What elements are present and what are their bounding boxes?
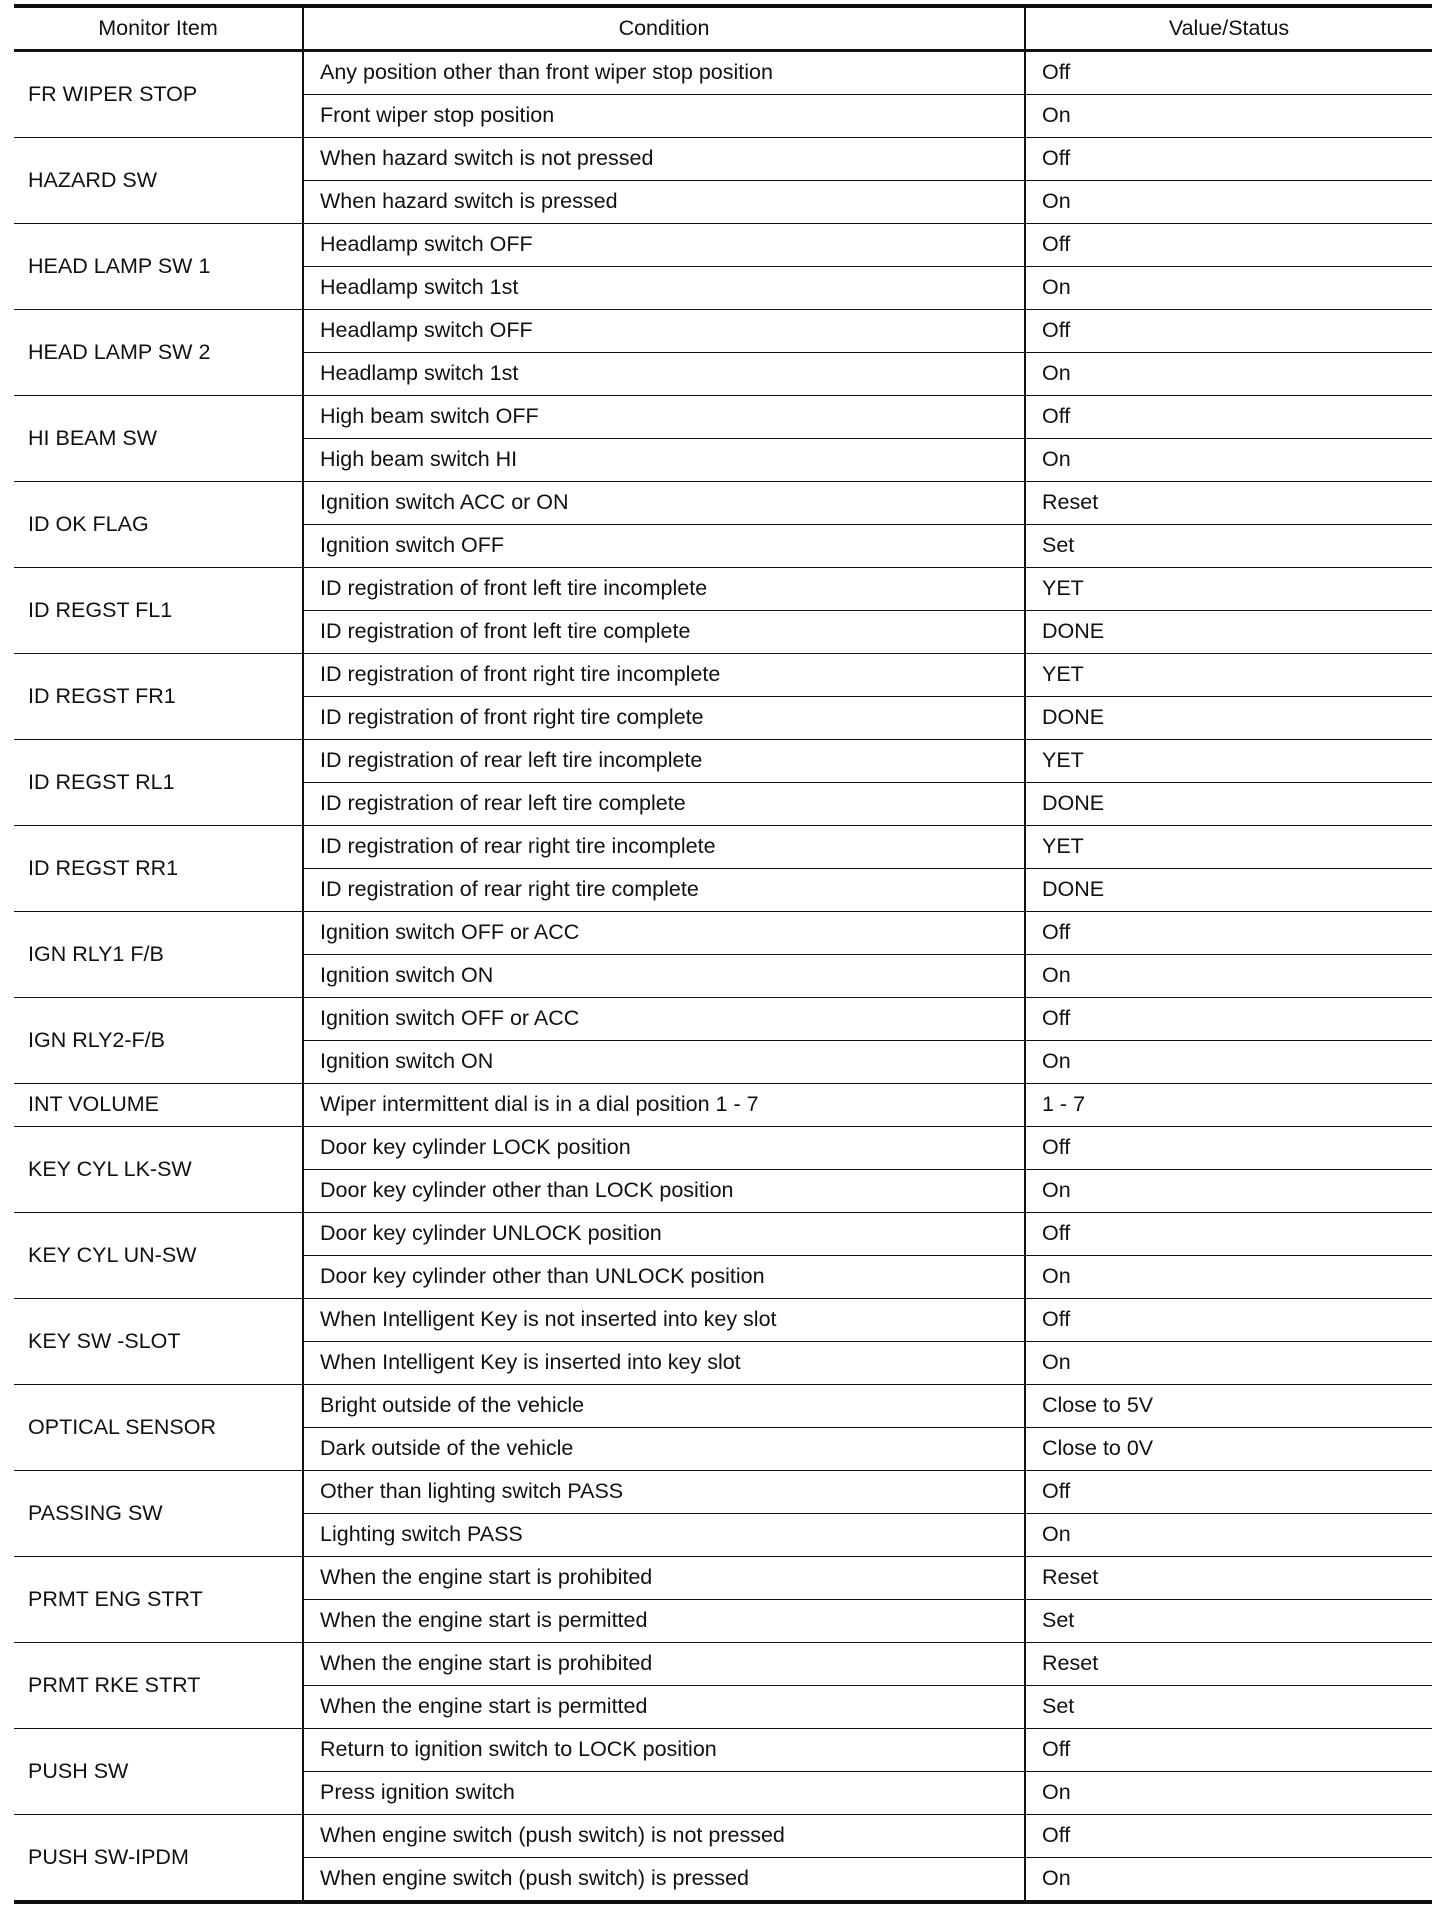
value-status-cell: Off xyxy=(1025,1213,1432,1256)
value-status-cell: Set xyxy=(1025,1600,1432,1643)
monitor-item-name: KEY SW -SLOT xyxy=(14,1299,303,1385)
value-status-cell: On xyxy=(1025,1170,1432,1213)
value-status-cell: Reset xyxy=(1025,482,1432,525)
monitor-item-name: PRMT ENG STRT xyxy=(14,1557,303,1643)
table-row xyxy=(14,138,1432,181)
value-status-cell: Off xyxy=(1025,1815,1432,1858)
value-status-cell: Reset xyxy=(1025,1643,1432,1686)
value-status-cell: Set xyxy=(1025,525,1432,568)
condition-cell: High beam switch HI xyxy=(303,439,1025,482)
value-status-cell: On xyxy=(1025,1772,1432,1815)
monitor-item-name: ID OK FLAG xyxy=(14,482,303,568)
monitor-item-name: INT VOLUME xyxy=(14,1084,303,1127)
condition-cell: Press ignition switch xyxy=(303,1772,1025,1815)
condition-cell: Lighting switch PASS xyxy=(303,1514,1025,1557)
condition-cell: ID registration of rear right tire incomplete xyxy=(303,826,1025,869)
table-row xyxy=(14,654,1432,697)
condition-cell: ID registration of front left tire complete xyxy=(303,611,1025,654)
condition-cell: Bright outside of the vehicle xyxy=(303,1385,1025,1428)
value-status-cell: On xyxy=(1025,267,1432,310)
value-status-cell: YET xyxy=(1025,826,1432,869)
table-body xyxy=(14,51,1432,1903)
condition-cell: ID registration of rear left tire incomplete xyxy=(303,740,1025,783)
monitor-item-name: ID REGST RL1 xyxy=(14,740,303,826)
value-status-cell: Off xyxy=(1025,396,1432,439)
condition-cell: When hazard switch is not pressed xyxy=(303,138,1025,181)
condition-cell: Ignition switch ACC or ON xyxy=(303,482,1025,525)
value-status-cell: On xyxy=(1025,1342,1432,1385)
value-status-cell: YET xyxy=(1025,654,1432,697)
condition-cell: Any position other than front wiper stop position xyxy=(303,51,1025,95)
value-status-cell: DONE xyxy=(1025,783,1432,826)
value-status-cell: Off xyxy=(1025,998,1432,1041)
header-monitor-item: Monitor Item xyxy=(14,6,303,51)
condition-cell: Front wiper stop position xyxy=(303,95,1025,138)
table-row xyxy=(14,1815,1432,1858)
condition-cell: Ignition switch ON xyxy=(303,1041,1025,1084)
monitor-item-name: ID REGST FL1 xyxy=(14,568,303,654)
value-status-cell: On xyxy=(1025,1256,1432,1299)
header-condition: Condition xyxy=(303,6,1025,51)
condition-cell: Return to ignition switch to LOCK position xyxy=(303,1729,1025,1772)
monitor-item-name: HAZARD SW xyxy=(14,138,303,224)
condition-cell: ID registration of front right tire incomplete xyxy=(303,654,1025,697)
monitor-item-name: PRMT RKE STRT xyxy=(14,1643,303,1729)
condition-cell: Door key cylinder UNLOCK position xyxy=(303,1213,1025,1256)
table-row xyxy=(14,396,1432,439)
table-row xyxy=(14,1557,1432,1600)
condition-cell: Door key cylinder LOCK position xyxy=(303,1127,1025,1170)
value-status-cell: On xyxy=(1025,439,1432,482)
value-status-cell: On xyxy=(1025,955,1432,998)
table-row xyxy=(14,1084,1432,1127)
monitor-item-name: KEY CYL UN-SW xyxy=(14,1213,303,1299)
table-row xyxy=(14,1213,1432,1256)
table-row xyxy=(14,1127,1432,1170)
value-status-cell: On xyxy=(1025,95,1432,138)
value-status-cell: Off xyxy=(1025,224,1432,267)
condition-cell: When the engine start is permitted xyxy=(303,1600,1025,1643)
condition-cell: When engine switch (push switch) is not pressed xyxy=(303,1815,1025,1858)
value-status-cell: Close to 0V xyxy=(1025,1428,1432,1471)
table-row xyxy=(14,310,1432,353)
condition-cell: When the engine start is prohibited xyxy=(303,1557,1025,1600)
value-status-cell: YET xyxy=(1025,568,1432,611)
monitor-item-name: PUSH SW-IPDM xyxy=(14,1815,303,1903)
monitor-item-table xyxy=(14,4,1432,1904)
table-row xyxy=(14,1643,1432,1686)
table-row xyxy=(14,826,1432,869)
value-status-cell: DONE xyxy=(1025,697,1432,740)
condition-cell: Dark outside of the vehicle xyxy=(303,1428,1025,1471)
condition-cell: Ignition switch OFF or ACC xyxy=(303,912,1025,955)
table-row xyxy=(14,1729,1432,1772)
monitor-item-name: KEY CYL LK-SW xyxy=(14,1127,303,1213)
value-status-cell: DONE xyxy=(1025,869,1432,912)
table-header-row xyxy=(14,6,1432,51)
condition-cell: Door key cylinder other than LOCK position xyxy=(303,1170,1025,1213)
monitor-item-name: OPTICAL SENSOR xyxy=(14,1385,303,1471)
condition-cell: Headlamp switch OFF xyxy=(303,310,1025,353)
monitor-item-name: IGN RLY2-F/B xyxy=(14,998,303,1084)
table-row xyxy=(14,1385,1432,1428)
condition-cell: ID registration of rear left tire complete xyxy=(303,783,1025,826)
condition-cell: ID registration of front left tire incomplete xyxy=(303,568,1025,611)
table-row xyxy=(14,51,1432,95)
table-row xyxy=(14,1299,1432,1342)
condition-cell: Headlamp switch 1st xyxy=(303,267,1025,310)
value-status-cell: On xyxy=(1025,1514,1432,1557)
header-value-status: Value/Status xyxy=(1025,6,1432,51)
table-row xyxy=(14,482,1432,525)
monitor-item-name: FR WIPER STOP xyxy=(28,81,198,106)
condition-cell: Ignition switch OFF or ACC xyxy=(303,998,1025,1041)
value-status-cell: Set xyxy=(1025,1686,1432,1729)
condition-cell: Headlamp switch 1st xyxy=(303,353,1025,396)
condition-cell: ID registration of front right tire complete xyxy=(303,697,1025,740)
condition-cell: When engine switch (push switch) is pressed xyxy=(303,1858,1025,1903)
condition-cell: ID registration of rear right tire complete xyxy=(303,869,1025,912)
monitor-item-name: IGN RLY1 F/B xyxy=(14,912,303,998)
value-status-cell: Off xyxy=(1025,1729,1432,1772)
value-status-cell: Close to 5V xyxy=(1025,1385,1432,1428)
monitor-item-name: HEAD LAMP SW 1 xyxy=(14,224,303,310)
table-row xyxy=(14,998,1432,1041)
value-status-cell: On xyxy=(1025,1041,1432,1084)
table-row xyxy=(14,568,1432,611)
condition-cell: Ignition switch ON xyxy=(303,955,1025,998)
condition-cell: When the engine start is prohibited xyxy=(303,1643,1025,1686)
monitor-item-name: HI BEAM SW xyxy=(14,396,303,482)
value-status-cell: Reset xyxy=(1025,1557,1432,1600)
value-status-cell: Off xyxy=(1025,1471,1432,1514)
condition-cell: When the engine start is permitted xyxy=(303,1686,1025,1729)
value-status-cell: On xyxy=(1025,181,1432,224)
monitor-item-name: ID REGST FR1 xyxy=(14,654,303,740)
value-status-cell: On xyxy=(1025,353,1432,396)
monitor-item-name: PASSING SW xyxy=(14,1471,303,1557)
condition-cell: High beam switch OFF xyxy=(303,396,1025,439)
condition-cell: When Intelligent Key is inserted into key slot xyxy=(303,1342,1025,1385)
value-status-cell: Off xyxy=(1025,310,1432,353)
monitor-item-name: HEAD LAMP SW 2 xyxy=(14,310,303,396)
table-row xyxy=(14,912,1432,955)
value-status-cell: 1 - 7 xyxy=(1025,1084,1432,1127)
monitor-item-name: ID REGST RR1 xyxy=(14,826,303,912)
condition-cell: Ignition switch OFF xyxy=(303,525,1025,568)
condition-cell: Door key cylinder other than UNLOCK position xyxy=(303,1256,1025,1299)
value-status-cell: DONE xyxy=(1025,611,1432,654)
value-status-cell: Off xyxy=(1025,1127,1432,1170)
table-row xyxy=(14,740,1432,783)
value-status-cell: Off xyxy=(1025,1299,1432,1342)
value-status-cell: On xyxy=(1025,1858,1432,1903)
monitor-item-name: PUSH SW xyxy=(14,1729,303,1815)
value-status-cell: Off xyxy=(1025,138,1432,181)
value-status-cell: YET xyxy=(1025,740,1432,783)
condition-cell: Wiper intermittent dial is in a dial position 1 - 7 xyxy=(303,1084,1025,1127)
condition-cell: Other than lighting switch PASS xyxy=(303,1471,1025,1514)
value-status-cell: Off xyxy=(1025,912,1432,955)
condition-cell: When hazard switch is pressed xyxy=(303,181,1025,224)
table-row xyxy=(14,224,1432,267)
condition-cell: When Intelligent Key is not inserted into key slot xyxy=(303,1299,1025,1342)
table-row xyxy=(14,1471,1432,1514)
value-status-cell: Off xyxy=(1025,51,1432,95)
condition-cell: Headlamp switch OFF xyxy=(303,224,1025,267)
